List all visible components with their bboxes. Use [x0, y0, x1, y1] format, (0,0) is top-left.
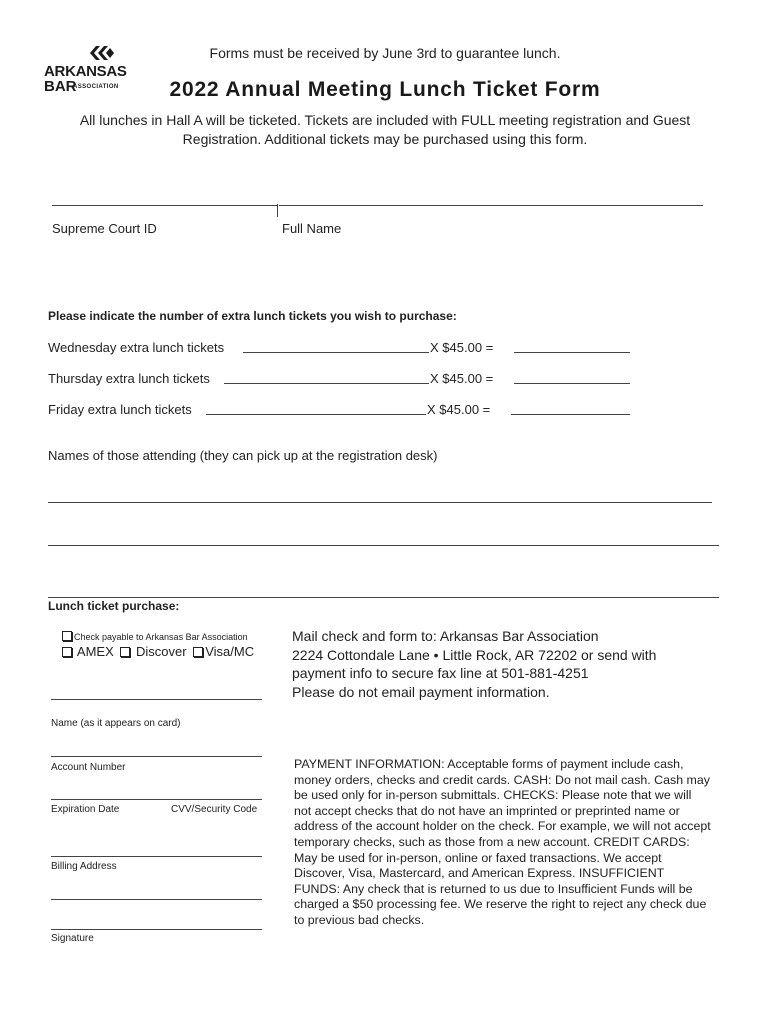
signature-input[interactable] [51, 929, 262, 930]
attendees-label: Names of those attending (they can pick up at the registration desk) [48, 448, 438, 463]
mail-line-2: 2224 Cottondale Lane • Little Rock, AR 72202 or send with [292, 646, 657, 663]
thursday-total-input[interactable] [514, 383, 630, 384]
billing-address-label: Billing Address [51, 861, 117, 872]
friday-total-input[interactable] [511, 414, 630, 415]
payment-method-options [62, 631, 282, 659]
thursday-price: X $45.00 = [430, 371, 494, 386]
full-name-input[interactable] [279, 205, 703, 206]
visa-mc-label: Visa/MC [205, 644, 255, 659]
checkbox-icon[interactable] [62, 647, 72, 657]
wednesday-price: X $45.00 = [430, 340, 494, 355]
attendees-input-3[interactable] [48, 597, 719, 598]
cvv-label: CVV/Security Code [171, 804, 258, 815]
logo-word-bar: BAR [44, 78, 77, 95]
friday-price: X $45.00 = [427, 402, 491, 417]
court-id-input[interactable] [52, 205, 278, 206]
checkbox-icon[interactable] [120, 647, 130, 657]
card-options [62, 644, 282, 659]
friday-qty-input[interactable] [206, 414, 426, 415]
court-id-label: Supreme Court ID [52, 221, 157, 236]
intro-text: All lunches in Hall A will be ticketed. Tickets are included with FULL meeting registration and Guest Registration. Additional tickets may be purchased using this form. [79, 112, 691, 147]
logo-word-arkansas: ARKANSAS [44, 63, 127, 80]
mail-line-3: payment info to secure fax line at 501-881-4251 [292, 665, 589, 681]
mail-line-4: Please do not email payment information. [292, 683, 550, 700]
page-title: 2022 Annual Meeting Lunch Ticket Form [169, 78, 601, 101]
name-on-card-label: Name (as it appears on card) [51, 718, 181, 729]
account-number-label: Account Number [51, 762, 126, 773]
extra-tickets-heading: Please indicate the number of extra lunch tickets you wish to purchase: [48, 309, 457, 323]
expiration-label: Expiration Date [51, 804, 120, 815]
name-on-card-input[interactable] [51, 699, 262, 700]
attendees-input-1[interactable] [48, 502, 712, 503]
thursday-qty-input[interactable] [224, 383, 429, 384]
amex-label: AMEX [76, 644, 114, 659]
full-name-label: Full Name [282, 221, 342, 236]
expiration-cvv-input[interactable] [51, 799, 262, 800]
wednesday-total-input[interactable] [514, 352, 630, 353]
checkbox-icon[interactable] [193, 647, 203, 657]
logo-word-association: ASSOCIATION [73, 84, 119, 90]
ticket-row-wednesday [48, 340, 224, 356]
billing-address-input[interactable] [51, 856, 262, 857]
purchase-heading: Lunch ticket purchase: [48, 599, 180, 613]
billing-address-input-2[interactable] [51, 899, 262, 900]
field-separator [277, 204, 278, 217]
check-option[interactable] [62, 631, 282, 642]
mail-instructions [292, 627, 722, 701]
payment-information: PAYMENT INFORMATION: Acceptable forms of payment include cash, money orders, checks and credit cards. CASH: Do not mail cash. Cash may be used only for in-person submittals. CHECKS: Please note that we will not accept checks that do not have an imprinted or preprinted name or address of the account holder on the check. For example, we will not accept temporary checks, such as those from a new account. CREDIT CARDS: May be used for in-person, online or faxed transactions. We accept Discover, Visa, Mastercard, and American Express. INSUFFICIENT FUNDS: Any check that is returned to us due to Insufficient Funds will be charged a $50 processing fee. We reserve the right to reject any check due to previous bad checks. [294, 757, 711, 927]
account-number-input[interactable] [51, 756, 262, 757]
ticket-row-label: Friday extra lunch tickets [48, 402, 192, 417]
deadline-notice: Forms must be received by June 3rd to guarantee lunch. [209, 45, 561, 61]
signature-label: Signature [51, 933, 94, 944]
ticket-row-label: Thursday extra lunch tickets [48, 371, 210, 386]
wednesday-qty-input[interactable] [243, 352, 429, 353]
ticket-row-friday [48, 402, 192, 418]
checkbox-icon[interactable] [62, 631, 72, 641]
ticket-row-thursday [48, 371, 210, 387]
ticket-row-label: Wednesday extra lunch tickets [48, 340, 225, 355]
attendees-input-2[interactable] [48, 545, 719, 546]
mail-line-1: Mail check and form to: Arkansas Bar Association [292, 628, 599, 644]
check-option-label: Check payable to Arkansas Bar Association [74, 632, 248, 642]
discover-label: Discover [136, 644, 187, 659]
